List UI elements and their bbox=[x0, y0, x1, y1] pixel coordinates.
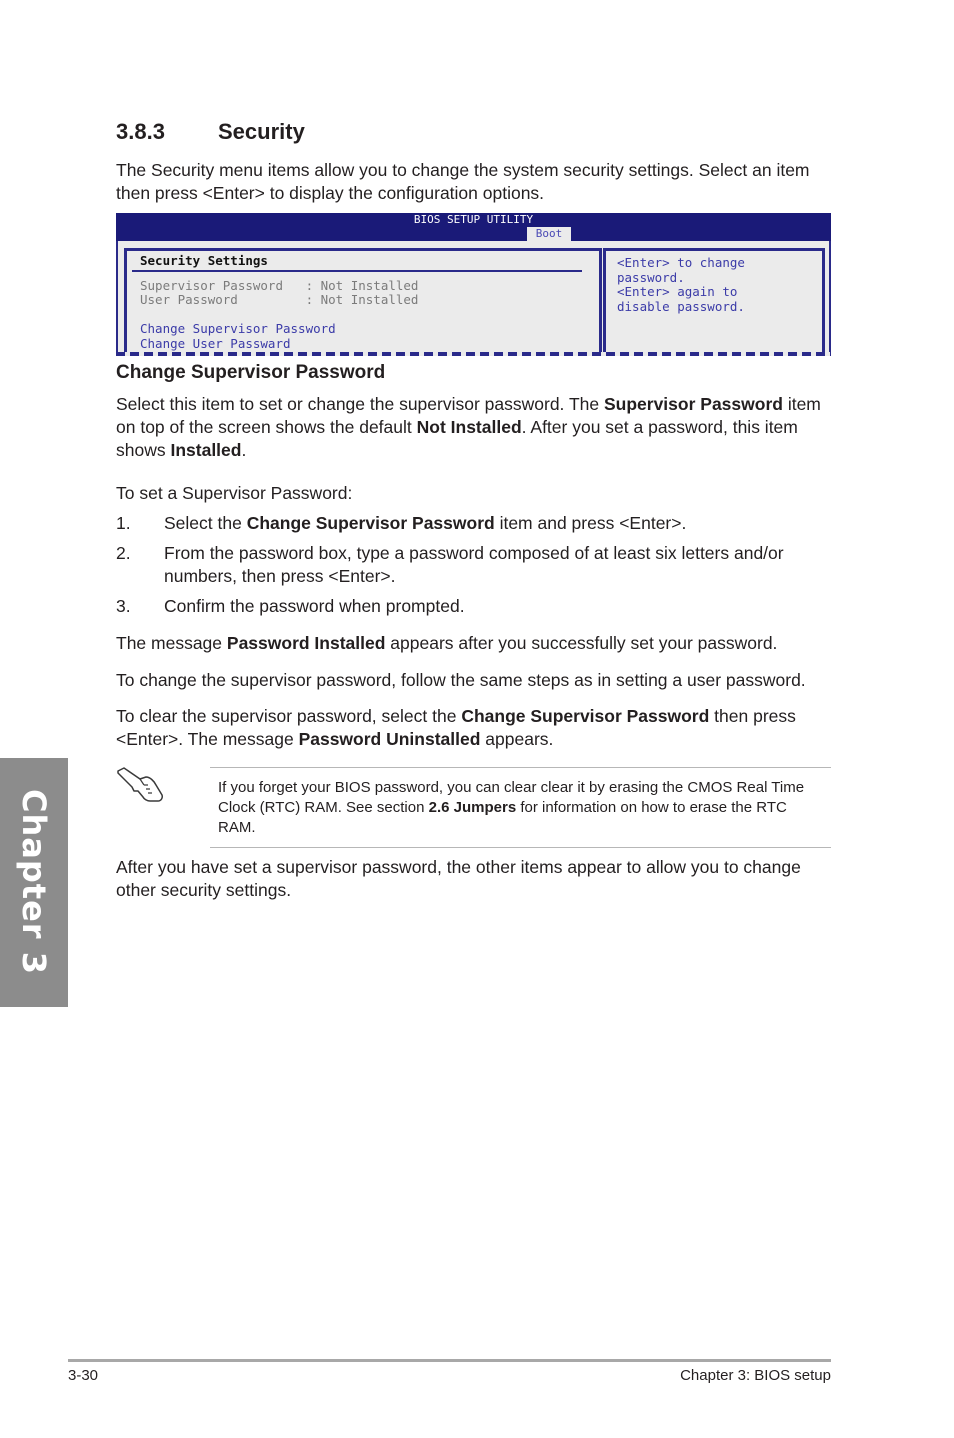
bios-change-supervisor-item[interactable]: Change Supervisor Password bbox=[140, 321, 336, 336]
bold-term: 2.6 Jumpers bbox=[428, 799, 517, 816]
bios-help-line: <Enter> to change bbox=[617, 255, 745, 270]
bold-term: Change Supervisor Password bbox=[461, 706, 710, 726]
bios-frame-edge bbox=[829, 241, 831, 356]
text-run: . bbox=[241, 440, 247, 460]
bold-term: Password Uninstalled bbox=[298, 729, 481, 749]
subheading: Change Supervisor Password bbox=[116, 362, 386, 383]
text-run: <Enter>. The message bbox=[116, 729, 299, 749]
text-run: To clear the supervisor password, select the bbox=[116, 706, 462, 726]
note-bottom-rule bbox=[210, 847, 831, 848]
bios-heading: Security Settings bbox=[140, 253, 268, 268]
section-title bbox=[116, 119, 305, 145]
bold-term: Password Installed bbox=[226, 633, 386, 653]
text-run: Select this item to set or change the supervisor password. The bbox=[116, 394, 604, 414]
text-run: Select the bbox=[164, 513, 247, 533]
after-paragraph bbox=[116, 856, 831, 902]
step-text bbox=[164, 512, 831, 535]
installed-message-paragraph bbox=[116, 632, 831, 655]
bios-frame-edge bbox=[116, 241, 118, 356]
text-run: The message bbox=[116, 633, 227, 653]
footer-chapter: Chapter 3: BIOS setup bbox=[680, 1367, 831, 1384]
bios-change-user-item[interactable]: Change User Passward bbox=[140, 336, 291, 351]
text-run: appears after you successfully set your password. bbox=[385, 633, 778, 653]
footer-rule bbox=[68, 1359, 831, 1362]
intro-line: The Security menu items allow you to change the system security settings. Select an item bbox=[116, 160, 810, 180]
bold-term: Not Installed bbox=[416, 417, 522, 437]
section-number: 3.8.3 bbox=[116, 119, 165, 144]
chapter-tab-label: Chapter 3 bbox=[15, 789, 53, 975]
change-paragraph: To change the supervisor password, follow the same steps as in setting a user password. bbox=[116, 670, 806, 690]
text-run: RAM. bbox=[218, 819, 256, 836]
bold-term: Change Supervisor Password bbox=[246, 513, 495, 533]
text-run: item and press <Enter>. bbox=[494, 513, 687, 533]
supervisor-description bbox=[116, 393, 831, 462]
step-text: Confirm the password when prompted. bbox=[164, 596, 465, 616]
text-run: Clock (RTC) RAM. See section bbox=[218, 799, 429, 816]
text-run: other security settings. bbox=[116, 880, 292, 900]
text-run: then press bbox=[709, 706, 796, 726]
intro-paragraph bbox=[116, 159, 831, 205]
section-name: Security bbox=[218, 119, 305, 144]
bold-term: Installed bbox=[170, 440, 242, 460]
text-run: for information on how to erase the RTC bbox=[516, 799, 787, 816]
bios-help-line: disable password. bbox=[617, 299, 745, 314]
bios-heading-rule bbox=[132, 270, 582, 272]
note-top-rule bbox=[210, 767, 831, 768]
bios-title: BIOS SETUP UTILITY bbox=[413, 213, 534, 226]
chapter-tab bbox=[0, 758, 68, 1007]
step-text bbox=[164, 542, 831, 588]
page-number: 3-30 bbox=[68, 1367, 99, 1384]
clear-paragraph bbox=[116, 705, 831, 751]
text-run: appears. bbox=[480, 729, 554, 749]
step-number: 2. bbox=[116, 543, 131, 563]
text-run: item bbox=[782, 394, 821, 414]
step-number: 3. bbox=[116, 596, 131, 616]
text-run: From the password box, type a password composed of at least six letters and/or bbox=[164, 543, 784, 563]
bios-tab-boot[interactable]: Boot bbox=[527, 227, 571, 241]
intro-line: then press <Enter> to display the configuration options. bbox=[116, 183, 545, 203]
bold-term: Supervisor Password bbox=[603, 394, 783, 414]
bios-user-status: User Password : Not Installed bbox=[140, 292, 419, 307]
text-run: If you forget your BIOS password, you can clear clear it by erasing the CMOS Real Time bbox=[218, 779, 805, 796]
text-run: numbers, then press <Enter>. bbox=[164, 566, 396, 586]
text-run: After you have set a supervisor password, the other items appear to allow you to change bbox=[116, 857, 801, 877]
step-number: 1. bbox=[116, 513, 131, 533]
bios-supervisor-status: Supervisor Password : Not Installed bbox=[140, 278, 419, 293]
bios-screenshot bbox=[116, 213, 831, 356]
bios-bottom-dashes bbox=[116, 352, 831, 356]
bios-help-line: <Enter> again to bbox=[617, 284, 738, 299]
steps-intro: To set a Supervisor Password: bbox=[116, 483, 353, 503]
bios-help-line: password. bbox=[617, 270, 685, 285]
text-run: shows bbox=[116, 440, 171, 460]
note-text bbox=[218, 778, 818, 838]
text-run: . After you set a password, this item bbox=[521, 417, 798, 437]
text-run: on top of the screen shows the default bbox=[116, 417, 417, 437]
pointing-hand-icon bbox=[116, 765, 166, 805]
